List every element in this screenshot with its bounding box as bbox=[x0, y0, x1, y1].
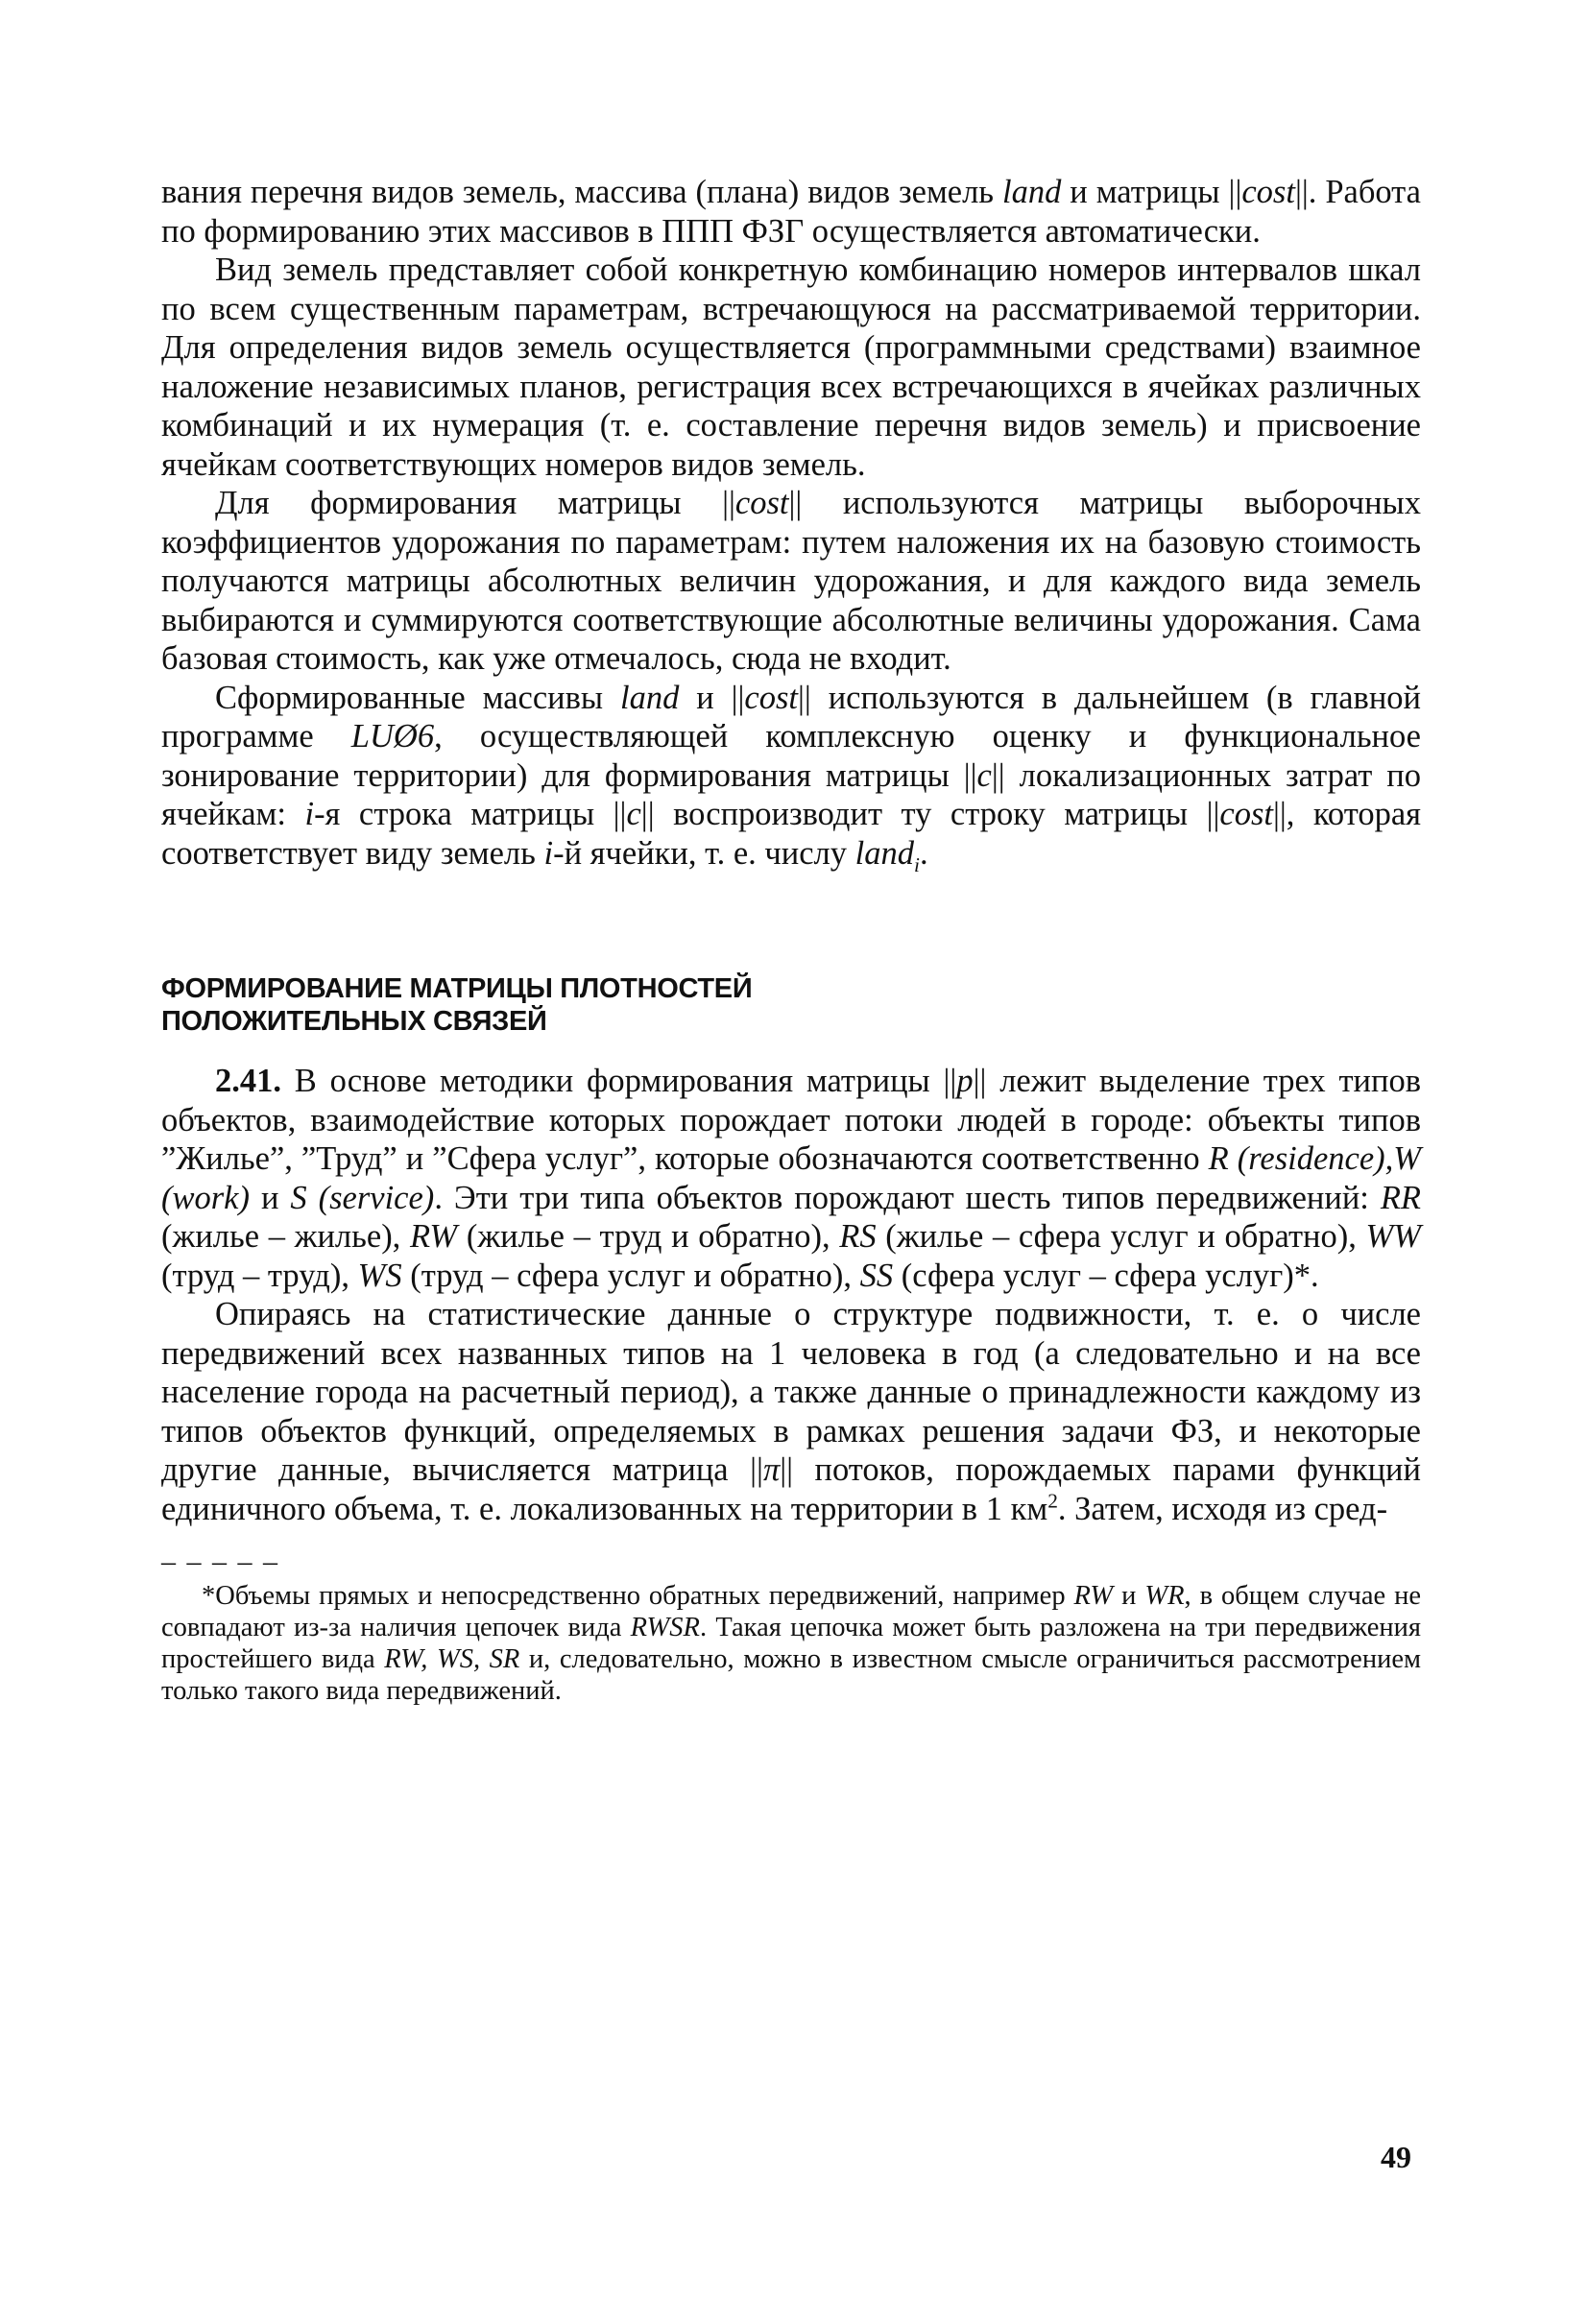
paragraph-2-41-run: (сфера услуг – сфера услуг)*. bbox=[893, 1257, 1319, 1294]
paragraph-1-run: и матрицы || bbox=[1061, 174, 1242, 210]
paragraph-2 bbox=[161, 251, 1421, 484]
footnote-separator: – – – – – bbox=[161, 1545, 279, 1577]
paragraph-4-run: land bbox=[854, 834, 914, 872]
paragraph-4-run: . bbox=[919, 834, 928, 872]
footnote-run: RW bbox=[1073, 1581, 1114, 1611]
paragraph-4-run: cost bbox=[1219, 796, 1273, 832]
paragraph-1-run: ||. Работа по формированию этих массивов в ППП ФЗГ осуществляется автоматически. bbox=[161, 174, 1421, 250]
paragraph-4-run: c bbox=[626, 796, 641, 832]
paragraph-4-run: cost bbox=[744, 679, 798, 716]
paragraph-3 bbox=[161, 484, 1421, 679]
paragraph-2-41-run: SS bbox=[859, 1257, 894, 1294]
page-body bbox=[161, 173, 1421, 1707]
paragraph-2-41-run: (труд – труд), bbox=[161, 1257, 358, 1294]
paragraph-6-run: Опираясь на статистические данные о структуре подвижности, т. е. о числе передвижений всех названных типов на 1 человека в год (а следовательно и на все население города на расчетный период), а также данные о принадлежности каждому из типов объектов функций, определяемых в рамках решения задачи ФЗ, и некоторые другие данные, вычисляется матрица || bbox=[161, 1296, 1421, 1488]
paragraph-2-41-run: (жилье – жилье), bbox=[161, 1218, 410, 1255]
paragraph-2-41-run: и bbox=[249, 1179, 291, 1216]
paragraph-2-41-run: R (residence),W (work) bbox=[161, 1140, 1421, 1216]
section-heading-line-1: ФОРМИРОВАНИЕ МАТРИЦЫ ПЛОТНОСТЕЙ bbox=[161, 973, 753, 1004]
paragraph-2-run: Вид земель представляет собой конкретную комбинацию номеров интервалов шкал по всем существенным параметрам, встречающуюся на рассматриваемой территории. Для определения видов земель осуществляется (программными средствами) взаимное наложение независимых планов, регистрация всех встречающихся в ячейках различных комбинаций и их нумерация (т. е. составление перечня видов земель) и присвоение ячейкам соответствующих номеров видов земель. bbox=[161, 252, 1421, 483]
paragraph-4-run: и || bbox=[679, 679, 745, 716]
paragraph-2-41-run: p bbox=[956, 1063, 974, 1099]
footnote bbox=[161, 1580, 1421, 1707]
paragraph-2-41-run: WS bbox=[357, 1257, 402, 1294]
paragraph-4-run: || локализационных затрат по ячейкам: bbox=[161, 756, 1421, 832]
paragraph-4 bbox=[161, 679, 1421, 874]
paragraph-4-run: i bbox=[304, 796, 315, 832]
paragraph-4-run: Сформированные массивы bbox=[215, 679, 620, 716]
paragraph-6-run: || потоков, порождаемых парами функций единичного объема, т. е. локализованных на территории в 1 км bbox=[161, 1451, 1421, 1527]
paragraph-6-run: π bbox=[762, 1451, 781, 1488]
paragraph-1-run: вания перечня видов земель, массива (плана) видов земель bbox=[161, 174, 1002, 210]
paragraph-4-run: i bbox=[543, 834, 554, 872]
paragraph-1 bbox=[161, 173, 1421, 251]
page-number: 49 bbox=[1381, 2140, 1411, 2174]
paragraph-3-run: cost bbox=[734, 485, 789, 521]
footnote-run: . Такая цепочка может быть разложена на три передвижения простейшего вида bbox=[161, 1613, 1421, 1674]
footnote-run: и, следовательно, можно в известном смысле ограничиться рассмотрением только такого вида передвижений. bbox=[161, 1644, 1422, 1706]
paragraph-2-41-run: . Эти три типа объектов порождают шесть типов передвижений: bbox=[434, 1179, 1381, 1216]
paragraph-2-41-run: (жилье – сфера услуг и обратно), bbox=[876, 1218, 1366, 1255]
paragraph-2-41-run: 2.41. bbox=[215, 1063, 281, 1099]
paragraph-4-run: LUØ6 bbox=[350, 718, 435, 755]
paragraph-3-run: Для формирования матрицы || bbox=[215, 485, 735, 521]
paragraph-2-41 bbox=[161, 1062, 1421, 1295]
paragraph-4-run: || воспроизводит ту строку матрицы || bbox=[640, 796, 1220, 832]
footnote-run: RWSR bbox=[630, 1613, 700, 1642]
paragraph-2-41-run: В основе методики формирования матрицы || bbox=[281, 1063, 957, 1099]
paragraph-2-41-run: (труд – сфера услуг и обратно), bbox=[401, 1257, 860, 1294]
paragraph-2-41-run: S (service) bbox=[290, 1179, 435, 1216]
paragraph-2-41-run: (жилье – труд и обратно), bbox=[457, 1218, 840, 1255]
paragraph-6 bbox=[161, 1295, 1421, 1528]
paragraph-4-run: ||, которая соответствует виду земель bbox=[161, 796, 1422, 872]
paragraph-4-run: c bbox=[976, 756, 992, 794]
paragraph-4-run: , осуществляющей комплексную оценку и функциональное зонирование территории) для формирования матрицы || bbox=[161, 718, 1421, 794]
footnote-run: RW, WS, SR bbox=[384, 1644, 520, 1674]
paragraph-4-run: -я строка матрицы || bbox=[314, 796, 627, 832]
footnote-run: , в общем случае не совпадают из-за наличия цепочек вида bbox=[161, 1581, 1421, 1642]
paragraph-2-41-run: RR bbox=[1380, 1179, 1422, 1216]
paragraph-2-41-run: WW bbox=[1365, 1218, 1421, 1255]
paragraph-6-run: . Затем, исходя из сред- bbox=[1057, 1490, 1388, 1527]
paragraph-3-run: || используются матрицы выборочных коэффициентов удорожания по параметрам: путем наложения их на базовую стоимость получаются матрицы абсолютных величин удорожания, и для каждого вида земель выбираются и суммируются соответствующие абсолютные величины удорожания. Сама базовая стоимость, как уже отмечалось, сюда не входит. bbox=[161, 485, 1421, 677]
paragraph-2-41-run: RW bbox=[409, 1218, 458, 1255]
paragraph-2-41-run: RS bbox=[839, 1218, 877, 1255]
paragraph-2-41-run: || лежит выделение трех типов объектов, взаимодействие которых порождает потоки людей в городе: объекты типов ”Жилье”, ”Труд” и ”Сфера услуг”, которые обозначаются соответственно bbox=[161, 1063, 1421, 1177]
paragraph-1-run: cost bbox=[1241, 174, 1295, 210]
paragraph-4-run: i bbox=[914, 852, 920, 876]
footnote-run: и bbox=[1113, 1581, 1145, 1611]
footnote-run: WR bbox=[1144, 1581, 1185, 1611]
section-heading-line-2: ПОЛОЖИТЕЛЬНЫХ СВЯЗЕЙ bbox=[161, 1006, 547, 1037]
section-heading bbox=[161, 972, 1421, 1038]
footnote-run: *Объемы прямых и непосредственно обратных передвижений, например bbox=[202, 1581, 1074, 1611]
paragraph-4-run: land bbox=[619, 679, 680, 716]
paragraph-4-run: -й ячейки, т. е. числу bbox=[553, 834, 855, 872]
paragraph-6-run: 2 bbox=[1047, 1489, 1058, 1512]
paragraph-1-run: land bbox=[1002, 174, 1062, 210]
paragraph-4-run: || используются в дальнейшем (в главной программе bbox=[161, 679, 1422, 755]
